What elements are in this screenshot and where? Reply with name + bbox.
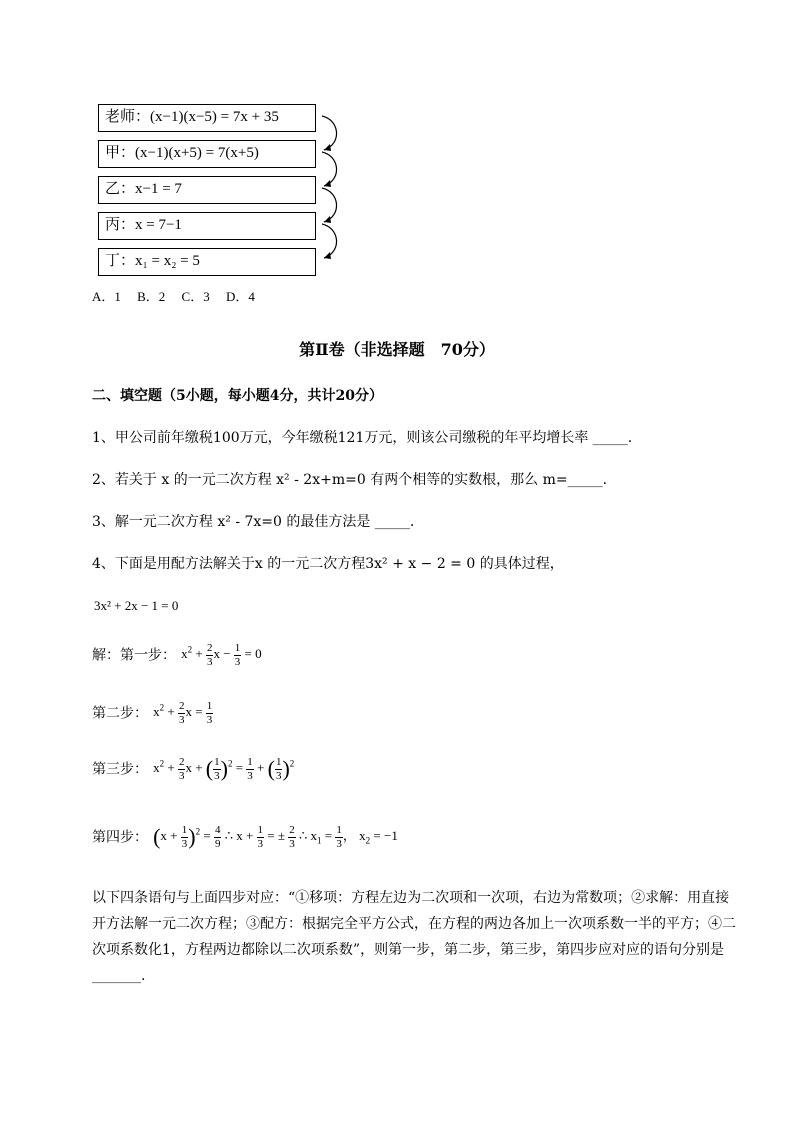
answer-choices: A．1 B．2 C．3 D．4 <box>92 289 255 304</box>
step-2-label: 第二步： <box>92 705 148 722</box>
step-4-label: 第四步： <box>92 829 148 846</box>
flow-box-expr: x₁ = x₂ = 5 <box>135 253 200 269</box>
question-2: 2、若关于 x 的一元二次方程 x² - 2x+m=0 有两个相等的实数根，那么 m=_____. <box>92 472 608 488</box>
section-title: 第Ⅱ卷（非选择题 70分） <box>299 340 495 359</box>
flow-box-expr: x = 7−1 <box>135 217 182 233</box>
flow-box-yi <box>98 176 316 204</box>
step-4-expr: (x + $\frac{1}{3}$ )$^2$ = $\frac{4}{9}$ ∴ x + $\frac{1}{3}$ = ± $\frac{2}{3}$ ∴ $x_1$ = $\frac{1}{3}$ ， $x_2 = -1$ <box>153 824 398 850</box>
step-1-expr: $x^2$ + $\frac{2}{3}$ x − $\frac{1}{3}$ = 0 <box>181 642 262 668</box>
flow-box-ding <box>98 248 316 276</box>
step-1-label: 解：第一步： <box>92 647 176 664</box>
flow-box-label: 甲： <box>105 145 136 161</box>
flow-arrows <box>318 110 348 270</box>
step-4 <box>92 824 398 858</box>
step-3-expr: $x^2$ + $\frac{2}{3}$ x + ( $\frac{1}{3}$ )$^2$ = $\frac{1}{3}$ + ( $\frac{1}{3}$ )$^2$ <box>153 756 295 782</box>
flow-box-teacher <box>98 104 316 132</box>
step-2-expr: $x^2$ + $\frac{2}{3}$ x = $\frac{1}{3}$ <box>153 700 213 726</box>
flow-box-expr: x−1 = 7 <box>135 181 182 197</box>
flow-box-expr: (x−1)(x−5) = 7x + 35 <box>150 109 279 125</box>
step-1 <box>92 642 262 676</box>
part-heading: 二、填空题（5小题，每小题4分，共计20分） <box>92 388 383 404</box>
flow-box-expr: (x−1)(x+5) = 7(x+5) <box>135 145 259 161</box>
question-3: 3、解一元二次方程 x² - 7x=0 的最佳方法是 _____. <box>92 514 415 530</box>
step-3-label: 第三步： <box>92 761 148 778</box>
question-1: 1、甲公司前年缴税100万元，今年缴税121万元，则该公司缴税的年平均增长率 _____. <box>92 430 633 446</box>
flow-box-bing <box>98 212 316 240</box>
step-3 <box>92 756 294 790</box>
question-4-tail: 以下四条语句与上面四步对应：“①移项：方程左边为二次项和一次项，右边为常数项；②求解：用直接开方法解一元二次方程；③配方：根据完全平方公式，在方程的两边各加上一次项系数一半的平方；④二次项系数化1，方程两边都除以二次项系数”，则第一步，第二步，第三步，第四步应对应的语句分别是_______. <box>92 890 736 984</box>
flow-box-label: 老师： <box>105 109 151 125</box>
step-2 <box>92 700 213 734</box>
flow-box-label: 乙： <box>105 181 136 197</box>
flow-box-jia <box>98 140 316 168</box>
q4-equation: 3x² + 2x − 1 = 0 <box>94 598 179 613</box>
flow-box-label: 丙： <box>105 217 136 233</box>
flow-box-label: 丁： <box>105 253 136 269</box>
question-4: 4、下面是用配方法解关于x 的一元二次方程3x² + x − 2 = 0 的具体过程， <box>92 556 564 572</box>
